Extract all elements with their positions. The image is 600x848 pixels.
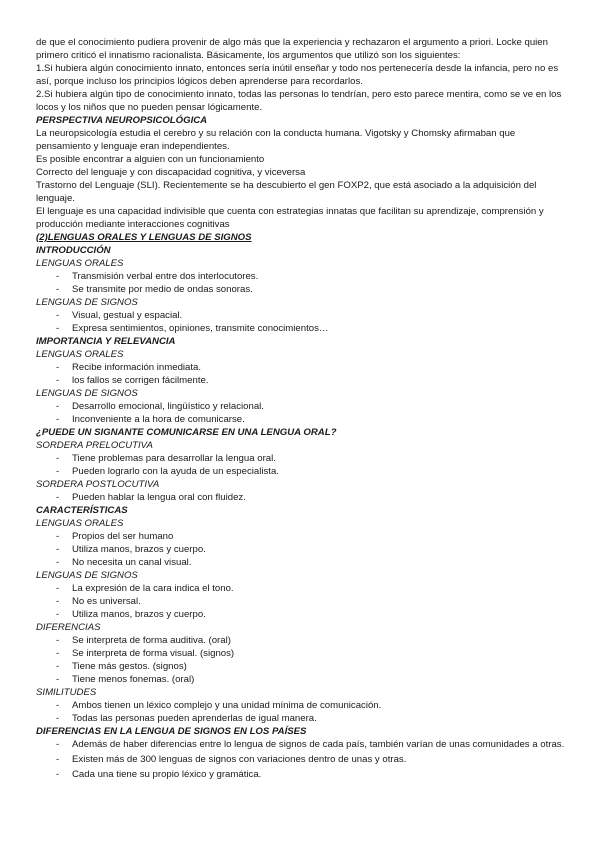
caracteristicas-signos-label: LENGUAS DE SIGNOS — [36, 570, 138, 581]
neuro-paragraph: Es posible encontrar a alguien con un funcionamiento — [36, 154, 265, 165]
section-2-title: (2)LENGUAS ORALES Y LENGUAS DE SIGNOS — [36, 232, 252, 243]
list-item: - La expresión de la cara indica el tono. — [36, 582, 572, 595]
list-item: - Se interpreta de forma auditiva. (oral) — [36, 634, 572, 647]
sordera-prelocutiva-label: SORDERA PRELOCUTIVA — [36, 440, 153, 451]
importancia-orales-label: LENGUAS ORALES — [36, 349, 124, 360]
paises-list — [36, 738, 572, 781]
list-item: - Tiene menos fonemas. (oral) — [36, 673, 572, 686]
list-item: - los fallos se corrigen fácilmente. — [36, 374, 572, 387]
list-item: - Pueden hablar la lengua oral con fluidez. — [36, 491, 572, 504]
intro-paragraph: 1.Si hubiera algún conocimiento innato, entonces sería inútil enseñar y todo nos pertenecería desde la infancia, pero no es así, porque incluso los principios lógicos deben aprenderse para recordarlos. — [36, 63, 559, 87]
paises-heading: DIFERENCIAS EN LA LENGUA DE SIGNOS EN LOS PAÍSES — [36, 726, 307, 737]
sordera-postlocutiva-label: SORDERA POSTLOCUTIVA — [36, 479, 160, 490]
caracteristicas-orales-list — [36, 530, 572, 569]
list-item: - Además de haber diferencias entre lo lengua de signos de cada país, también varían de unas comunidades a otras. — [36, 738, 572, 751]
list-item: - Recibe información inmediata. — [36, 361, 572, 374]
importancia-signos-list — [36, 400, 572, 426]
caracteristicas-signos-list — [36, 582, 572, 621]
list-item: - Existen más de 300 lenguas de signos con variaciones dentro de unas y otras. — [36, 753, 572, 766]
neuro-paragraph: El lenguaje es una capacidad indivisible que cuenta con estrategias innatas que facilitan su aprendizaje, comprensión y producción mediante interacciones cognitivas — [36, 206, 544, 230]
list-item: - Propios del ser humano — [36, 530, 572, 543]
list-item: - No necesita un canal visual. — [36, 556, 572, 569]
list-item: - Cada una tiene su propio léxico y gramática. — [36, 768, 572, 781]
neuro-paragraph: La neuropsicología estudia el cerebro y su relación con la conducta humana. Vigotsky y Chomsky afirmaban que pensamiento y lenguaje eran independientes. — [36, 128, 516, 152]
intro-paragraph: 2.Si hubiera algún tipo de conocimiento innato, todas las personas lo tendrían, pero esto parece mentira, como se ve en los locos y los niños que no pueden pensar lógicamente. — [36, 89, 562, 113]
list-item: - Visual, gestual y espacial. — [36, 309, 572, 322]
introduccion-heading: INTRODUCCIÓN — [36, 245, 111, 256]
introduccion-signos-list — [36, 309, 572, 335]
list-item: - Transmisión verbal entre dos interlocutores. — [36, 270, 572, 283]
list-item: - Pueden lograrlo con la ayuda de un especialista. — [36, 465, 572, 478]
list-item: - Se transmite por medio de ondas sonoras. — [36, 283, 572, 296]
list-item: - Todas las personas pueden aprenderlas de igual manera. — [36, 712, 572, 725]
importancia-orales-list — [36, 361, 572, 387]
introduccion-orales-list — [36, 270, 572, 296]
neuro-paragraph: Trastorno del Lenguaje (SLI). Recientemente se ha descubierto el gen FOXP2, que está asociado a la adquisición del lenguaje. — [36, 180, 537, 204]
caracteristicas-heading: CARACTERÍSTICAS — [36, 505, 128, 516]
importancia-signos-label: LENGUAS DE SIGNOS — [36, 388, 138, 399]
diferencias-label: DIFERENCIAS — [36, 622, 101, 633]
intro-paragraph: de que el conocimiento pudiera provenir de algo más que la experiencia y rechazaron el argumento a priori. Locke quien primero criticó el innatismo racionalista. Básicamente, los argumentos que utilizó son los siguientes: — [36, 37, 548, 61]
list-item: - Expresa sentimientos, opiniones, transmite conocimientos… — [36, 322, 572, 335]
introduccion-signos-label: LENGUAS DE SIGNOS — [36, 297, 138, 308]
list-item: - Utiliza manos, brazos y cuerpo. — [36, 543, 572, 556]
sordera-postlocutiva-list — [36, 491, 572, 504]
list-item: - Se interpreta de forma visual. (signos) — [36, 647, 572, 660]
diferencias-list — [36, 634, 572, 686]
list-item: - Tiene problemas para desarrollar la lengua oral. — [36, 452, 572, 465]
list-item: - No es universal. — [36, 595, 572, 608]
list-item: - Desarrollo emocional, lingüístico y relacional. — [36, 400, 572, 413]
introduccion-orales-label: LENGUAS ORALES — [36, 258, 124, 269]
list-item: - Tiene más gestos. (signos) — [36, 660, 572, 673]
signante-heading: ¿PUEDE UN SIGNANTE COMUNICARSE EN UNA LENGUA ORAL? — [36, 427, 337, 438]
similitudes-list — [36, 699, 572, 725]
neuro-heading: PERSPECTIVA NEUROPSICOLÓGICA — [36, 115, 208, 126]
sordera-prelocutiva-list — [36, 452, 572, 478]
list-item: - Ambos tienen un léxico complejo y una unidad mínima de comunicación. — [36, 699, 572, 712]
similitudes-label: SIMILITUDES — [36, 687, 97, 698]
caracteristicas-orales-label: LENGUAS ORALES — [36, 518, 124, 529]
neuro-paragraph: Correcto del lenguaje y con discapacidad cognitiva, y viceversa — [36, 167, 306, 178]
importancia-heading: IMPORTANCIA Y RELEVANCIA — [36, 336, 176, 347]
list-item: - Utiliza manos, brazos y cuerpo. — [36, 608, 572, 621]
list-item: - Inconveniente a la hora de comunicarse. — [36, 413, 572, 426]
